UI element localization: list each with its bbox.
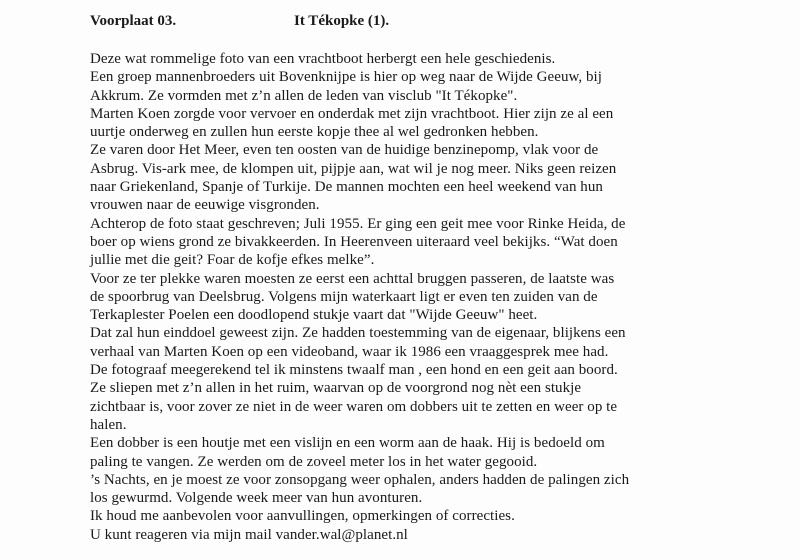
text-line: Asbrug. Vis-ark mee, de klompen uit, pijpje aan, wat wil je nog meer. Niks geen reizen [90,160,617,177]
text-line: zichtbaar is, voor zover ze niet in de weer waren om dobbers uit te zetten en weer op te [90,398,618,415]
text-line: Ze sliepen met z’n allen in het ruim, waarvan op de voorgrond nog nèt een stukje [90,380,582,397]
text-line: Ze varen door Het Meer, even ten oosten van de huidige benzinepomp, vlak voor de [90,142,599,159]
text-line: Achterop de foto staat geschreven; Juli 1955. Er ging een geit mee voor Rinke Heida, de [90,215,626,232]
text-line: naar Griekenland, Spanje of Turkije. De mannen mochten een heel weekend van hun [90,179,603,196]
contact-line: U kunt reageren via mijn mail vander.wal@planet.nl [90,526,408,543]
text-line: Deze wat rommelige foto van een vrachtboot herbergt een hele geschiedenis. [90,51,556,67]
text-line: los gewurmd. Volgende week meer van hun avonturen. [90,490,423,507]
text-line: paling te vangen. Ze werden om de zoveel meter los in het water gegooid. [90,453,538,470]
text-line: Ik houd me aanbevolen voor aanvullingen, opmerkingen of correcties. [90,508,515,525]
text-line: uurtje onderweg en zullen hun eerste kopje thee al wel gedronken hebben. [90,124,539,141]
text-line: vrouwen naar de eeuwige visgronden. [90,197,320,214]
article-body [90,50,795,544]
text-line: jullie met die geit? Foar de kofje efkes melke”. [90,252,375,269]
text-line: De fotograaf meegerekend tel ik minstens twaalf man , een hond en een geit aan boord. [90,362,618,379]
text-line: Een dobber is een houtje met een vislijn en een worm aan de haak. Hij is bedoeld om [90,435,605,452]
cover-number-heading: Voorplaat 03. [90,13,177,29]
article-title: It Tékopke (1). [294,13,390,29]
text-line: Akkrum. Ze vormden met z’n allen de leden van visclub "It Tékopke". [90,87,518,104]
text-line: ’s Nachts, en je moest ze voor zonsopgang weer ophalen, anders hadden de palingen zich [90,471,630,488]
text-line: de spoorbrug van Deelsbrug. Volgens mijn waterkaart ligt er even ten zuiden van de [90,288,598,305]
text-line: Terkaplester Poelen een doodlopend stukje vaart dat "Wijde Geeuw" heet. [90,307,538,324]
text-line: verhaal van Marten Koen op een videoband, waar ik 1986 een vraaggesprek mee had. [90,343,609,360]
document-header [90,11,790,31]
text-line: Dat zal hun einddoel geweest zijn. Ze hadden toestemming van de eigenaar, blijkens een [90,325,626,342]
text-line: Een groep mannenbroeders uit Bovenknijpe is hier op weg naar de Wijde Geeuw, bij [90,69,602,86]
text-line: Voor ze ter plekke waren moesten ze eerst een achttal bruggen passeren, de laatste was [90,270,615,287]
text-line: Marten Koen zorgde voor vervoer en onderdak met zijn vrachtboot. Hier zijn ze al een [90,105,614,122]
text-line: boer op wiens grond ze bivakkeerden. In Heerenveen uiteraard veel bekijks. “Wat doen [90,233,618,250]
text-line: halen. [90,416,127,433]
